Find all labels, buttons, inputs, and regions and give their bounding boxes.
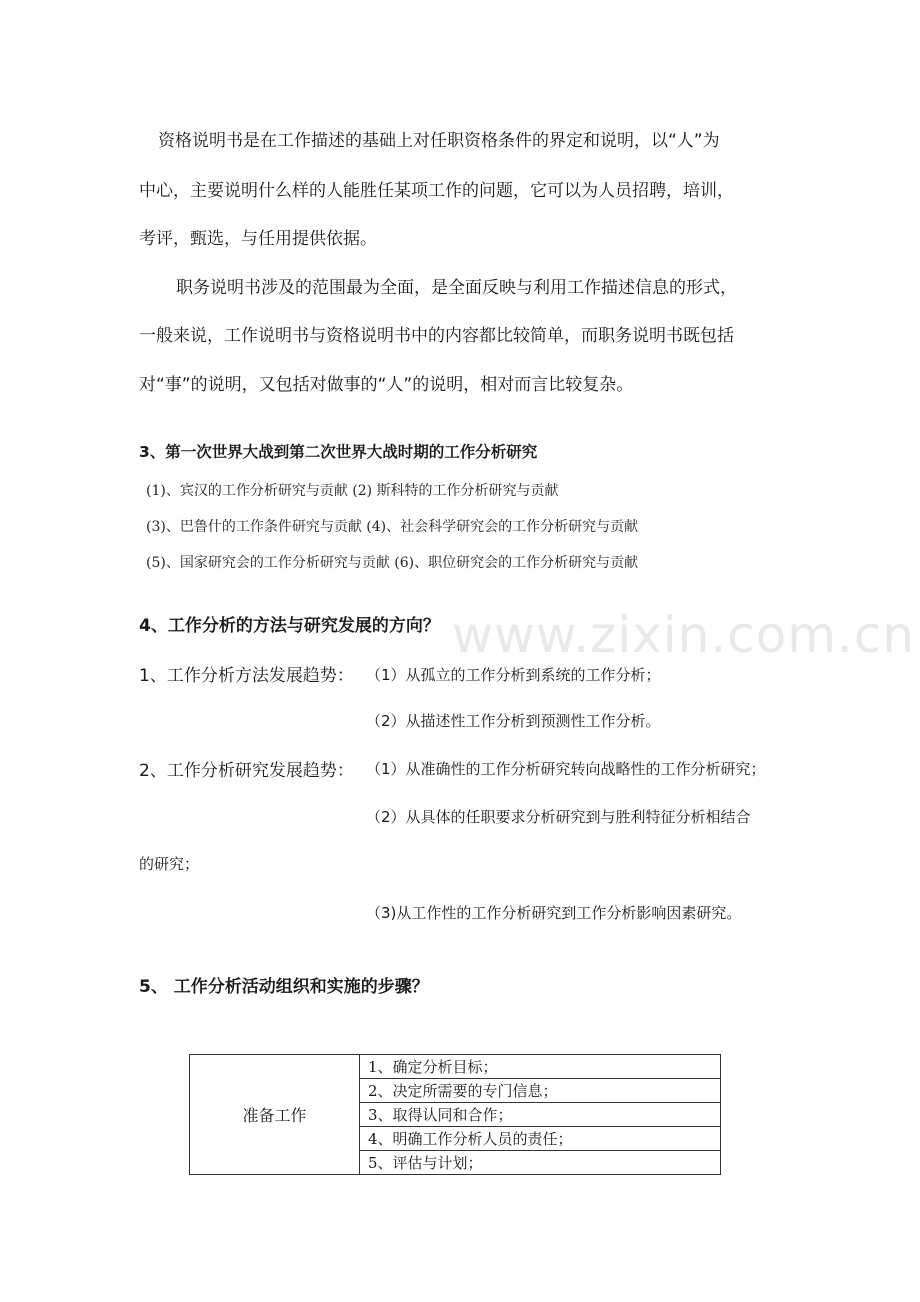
trend-2-item-3: （3)从工作性的工作分析研究到工作分析影响因素研究。 (366, 904, 742, 922)
phase-cell: 准备工作 (190, 1055, 360, 1175)
paragraph-2-line-3: 对“事”的说明，又包括对做事的“人”的说明，相对而言比较复杂。 (139, 375, 634, 395)
trend-2-item-2-continuation: 的研究； (139, 855, 200, 873)
paragraph-2-line-1: 职务说明书涉及的范围最为全面，是全面反映与利用工作描述信息的形式， (176, 278, 737, 298)
step-item: 1、确定分析目标； (360, 1055, 721, 1079)
step-item: 5、评估与计划； (360, 1151, 721, 1175)
steps-table (189, 1054, 721, 1175)
step-item: 4、明确工作分析人员的责任； (360, 1127, 721, 1151)
section-4-heading: 4、工作分析的方法与研究发展的方向？ (139, 616, 440, 636)
section-3-row-2: (3)、巴鲁什的工作条件研究与贡献 (4)、社会科学研究会的工作分析研究与贡献 (146, 519, 639, 535)
trend-2-item-1: （1）从准确性的工作分析研究转向战略性的工作分析研究； (366, 760, 766, 778)
trend-2-item-2: （2）从具体的任职要求分析研究到与胜利特征分析相结合 (366, 808, 751, 826)
trend-1-label: 1、工作分析方法发展趋势： (139, 666, 354, 686)
step-item: 3、取得认同和合作； (360, 1103, 721, 1127)
paragraph-1-line-3: 考评，甄选，与任用提供依据。 (139, 229, 377, 249)
section-3-row-3: (5)、国家研究会的工作分析研究与贡献 (6)、职位研究会的工作分析研究与贡献 (146, 555, 639, 571)
trend-1-item-2: （2）从描述性工作分析到预测性工作分析。 (366, 712, 661, 730)
paragraph-1-line-1: 资格说明书是在工作描述的基础上对任职资格条件的界定和说明，以“人”为 (158, 131, 720, 151)
paragraph-1-line-2: 中心，主要说明什么样的人能胜任某项工作的问题，它可以为人员招聘，培训， (139, 181, 734, 201)
section-3-heading: 3、第一次世界大战到第二次世界大战时期的工作分析研究 (139, 443, 538, 461)
step-item: 2、决定所需要的专门信息； (360, 1079, 721, 1103)
section-3-row-1: (1)、宾汉的工作分析研究与贡献 (2) 斯科特的工作分析研究与贡献 (146, 483, 559, 499)
watermark: www.zixin.com.cn (452, 606, 916, 664)
table-row (190, 1055, 721, 1079)
trend-2-label: 2、工作分析研究发展趋势： (139, 761, 354, 781)
trend-1-item-1: （1）从孤立的工作分析到系统的工作分析； (366, 666, 661, 684)
section-5-heading: 5、 工作分析活动组织和实施的步骤？ (139, 977, 429, 997)
paragraph-2-line-2: 一般来说，工作说明书与资格说明书中的内容都比较简单，而职务说明书既包括 (139, 326, 734, 346)
